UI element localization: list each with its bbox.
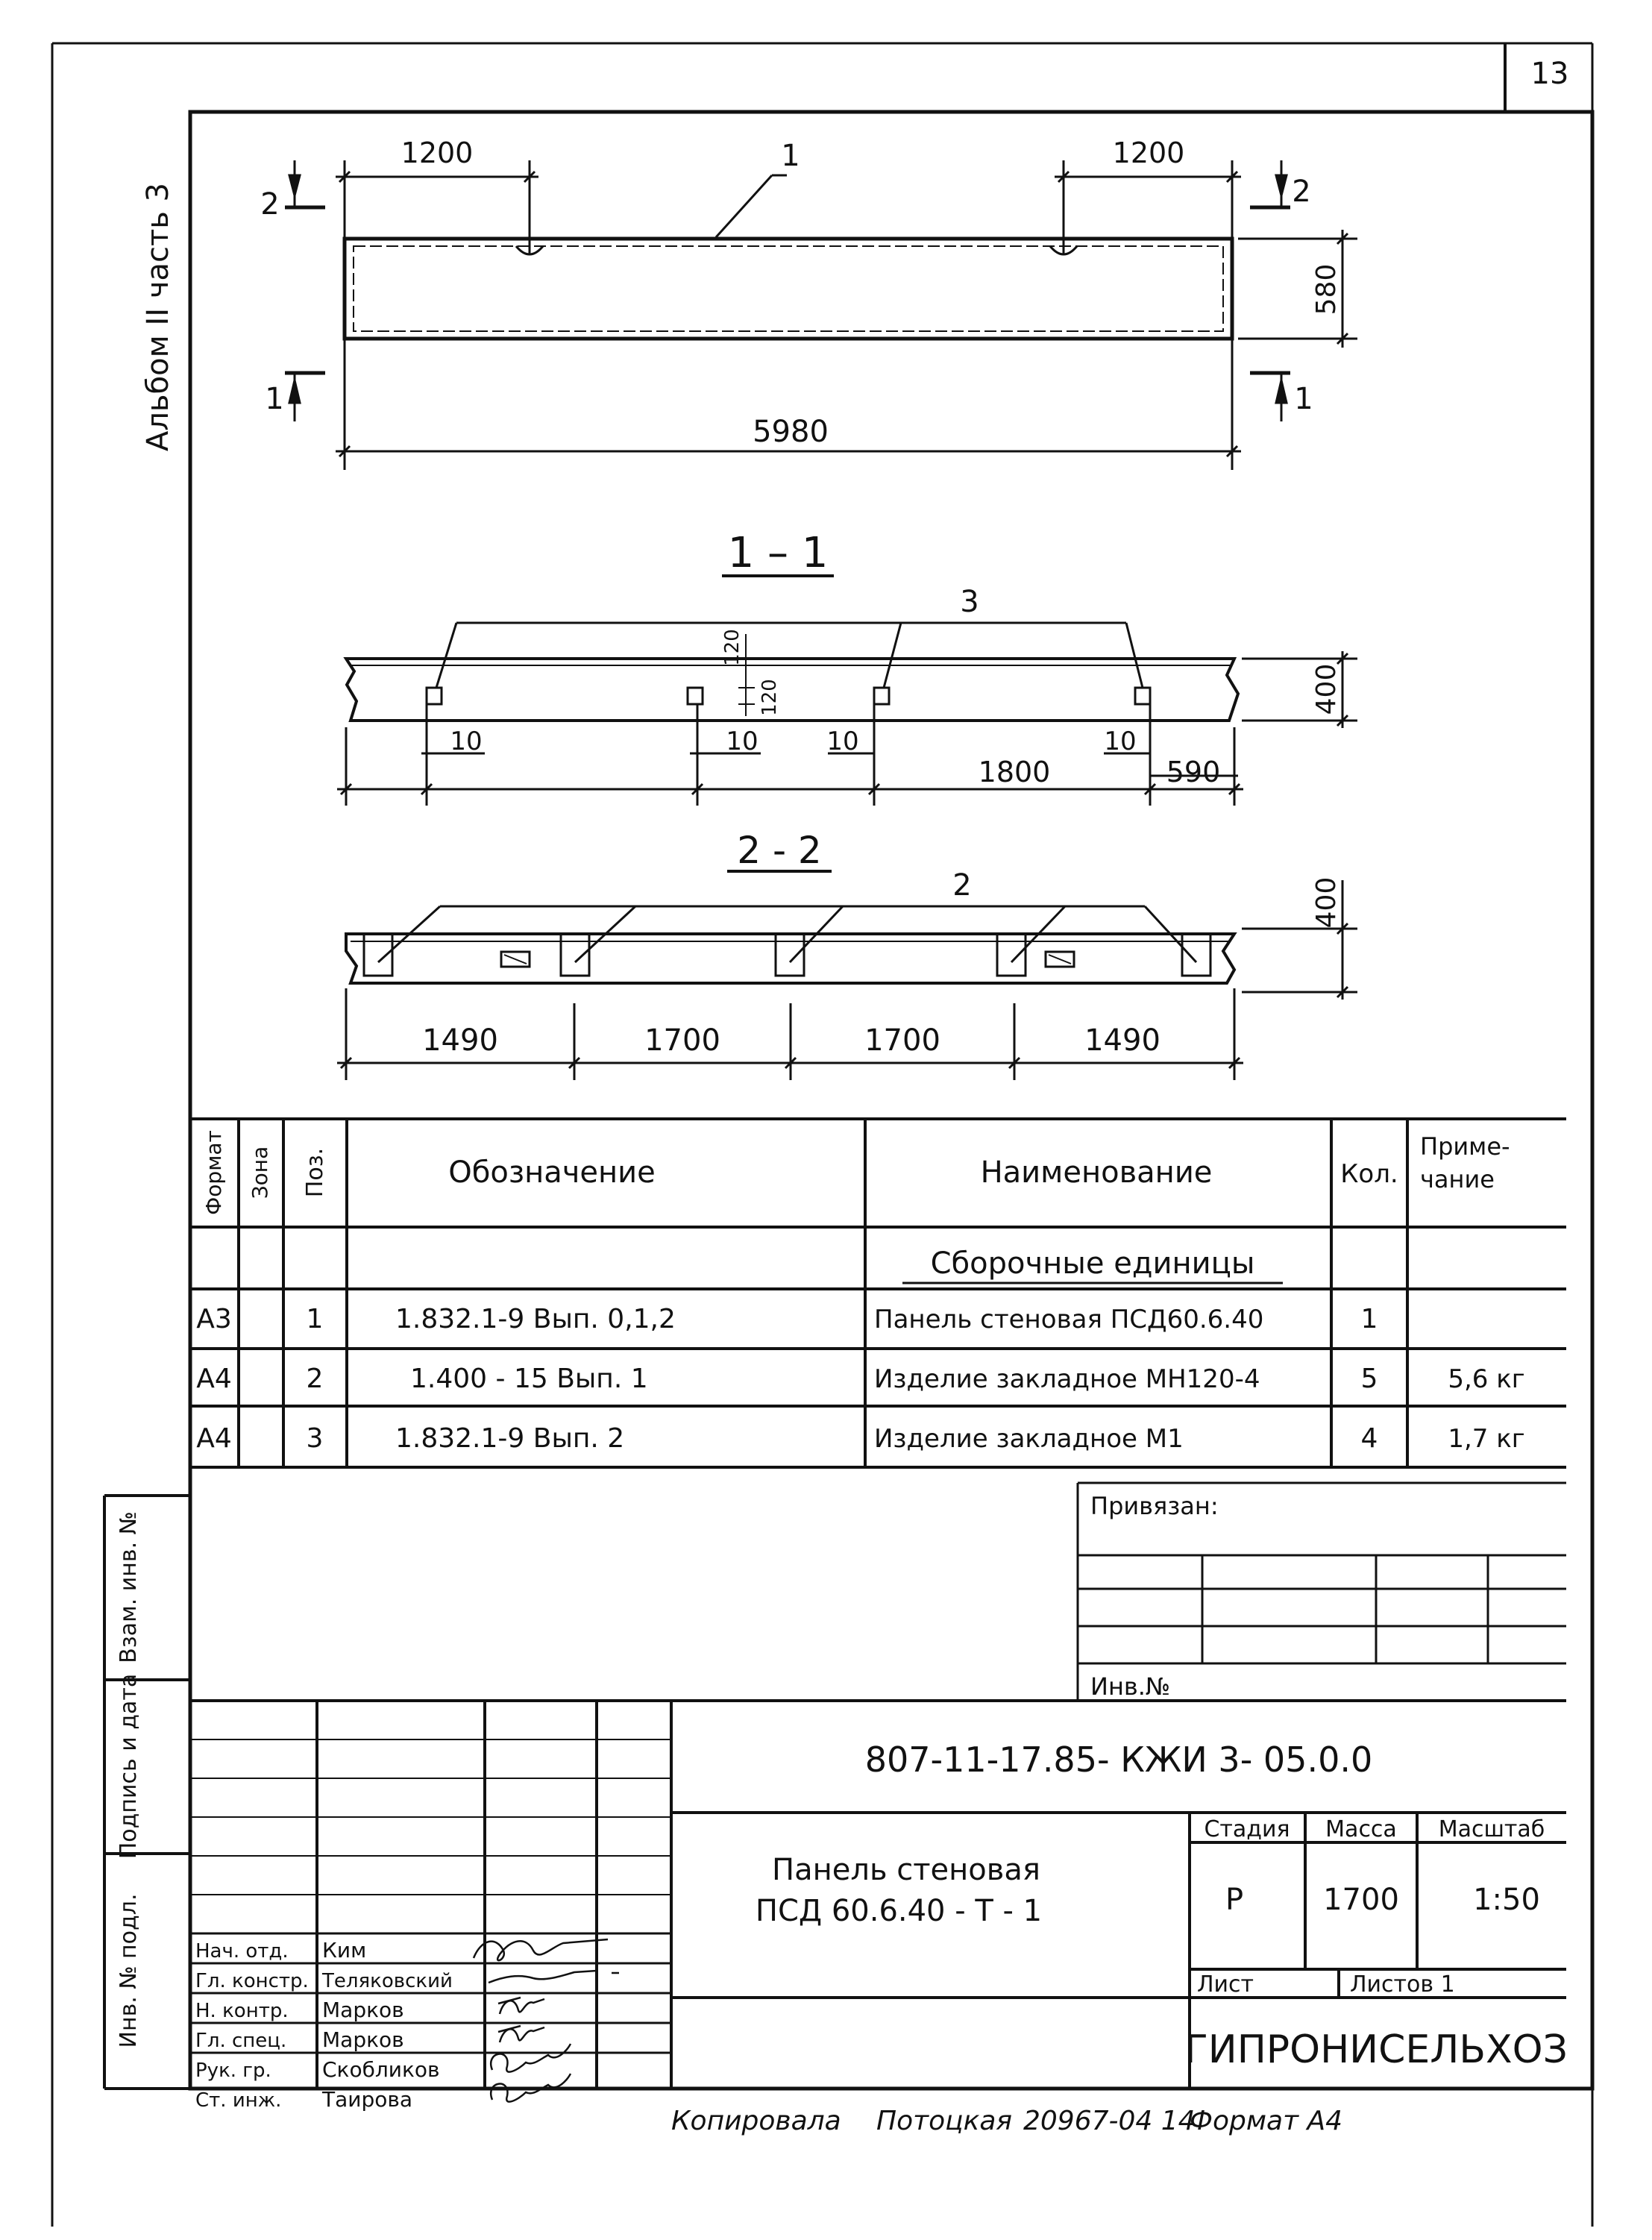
header-designation: Обозначение (448, 1155, 656, 1190)
doc-number: 20967-04 14 (1023, 2106, 1196, 2136)
mass-value: 1700 (1323, 1883, 1399, 1917)
dim-400-section-2: 400 (1311, 876, 1342, 929)
dim-10-b: 10 (726, 727, 759, 756)
sheet-label: Лист (1197, 1971, 1254, 1998)
dim-length-5980: 5980 (753, 415, 829, 449)
dim-10-d: 10 (1104, 727, 1137, 756)
dim-1490-right: 1490 (1084, 1023, 1161, 1058)
dim-right-1200: 1200 (1112, 137, 1185, 169)
row3-name: Изделие закладное М1 (874, 1424, 1184, 1454)
sig-name-1: Ким (322, 1938, 367, 1963)
vzam-inv-label: Взам. инв. № (116, 1511, 142, 1663)
sig-name-6: Таирова (322, 2087, 413, 2112)
dim-left-1200: 1200 (401, 137, 474, 169)
organization-name: ГИПРОНИСЕЛЬХОЗ (1184, 2027, 1568, 2072)
row3-qty: 4 (1360, 1423, 1378, 1454)
row2-format: А4 (196, 1364, 232, 1394)
document-code: 807-11-17.85- КЖИ 3- 05.0.0 (864, 1739, 1373, 1780)
header-name: Наименование (980, 1155, 1213, 1190)
row1-name: Панель стеновая ПСД60.6.40 (874, 1305, 1264, 1334)
scale-value: 1:50 (1473, 1883, 1540, 1917)
title-block-text (195, 1739, 1568, 2112)
sig-role-5: Рук. гр. (195, 2059, 271, 2082)
row1-designation: 1.832.1-9 Вып. 0,1,2 (395, 1304, 676, 1334)
sig-name-5: Скобликов (322, 2057, 440, 2082)
row3-designation: 1.832.1-9 Вып. 2 (395, 1423, 625, 1454)
pos-2-label: 2 (952, 868, 972, 903)
inv-podl-label: Инв. № подл. (116, 1893, 142, 2048)
dim-1800: 1800 (978, 756, 1051, 788)
cut-2-left: 2 (260, 187, 280, 222)
inv-number-label: Инв.№ (1090, 1672, 1171, 1701)
scale-header: Масштаб (1438, 1816, 1545, 1842)
plan-view-labels (260, 137, 1342, 449)
format-label: Формат А4 (1190, 2106, 1343, 2136)
row2-qty: 5 (1360, 1364, 1378, 1394)
cut-2-right: 2 (1292, 175, 1311, 209)
row1-qty: 1 (1360, 1304, 1378, 1334)
dim-590: 590 (1166, 756, 1221, 788)
dim-1700-left: 1700 (644, 1023, 720, 1058)
stage-header: Стадия (1204, 1816, 1290, 1842)
signature-markov-2 (498, 2026, 544, 2042)
dim-120-bottom: 120 (759, 679, 781, 716)
sheets-label: Листов 1 (1350, 1971, 1455, 1998)
header-format: Формат (201, 1130, 226, 1215)
sig-name-3: Марков (322, 1998, 404, 2022)
sig-role-4: Гл. спец. (195, 2030, 287, 2052)
copied-by: Потоцкая (876, 2106, 1013, 2136)
signature-skoblikov (491, 2044, 571, 2072)
stage-value: Р (1225, 1883, 1244, 1917)
dim-120-top: 120 (721, 629, 744, 666)
copied-label: Копировала (671, 2106, 841, 2136)
pos-1-label: 1 (781, 139, 800, 173)
header-zone: Зона (248, 1146, 272, 1199)
album-label: Альбом II часть 3 (141, 182, 175, 452)
sig-name-4: Марков (322, 2027, 404, 2052)
signature-markov-1 (498, 1998, 544, 2014)
dim-1700-right: 1700 (864, 1023, 940, 1058)
signature-telyakovsky (489, 1971, 619, 1983)
section-title-assembly-units: Сборочные единицы (930, 1246, 1255, 1281)
dim-10-c: 10 (826, 727, 859, 756)
sig-role-3: Н. контр. (195, 2000, 289, 2022)
sheet-number: 13 (1530, 57, 1569, 91)
dim-1490-left: 1490 (422, 1023, 498, 1058)
dim-10-a: 10 (450, 727, 483, 756)
header-note: Приме- чание (1420, 1132, 1510, 1193)
section-1-1-title: 1 – 1 (727, 529, 829, 577)
row2-name: Изделие закладное МН120-4 (874, 1364, 1260, 1394)
header-qty: Кол. (1340, 1159, 1398, 1189)
cut-1-left: 1 (265, 382, 284, 416)
sig-role-1: Нач. отд. (195, 1940, 289, 1963)
cut-1-right: 1 (1294, 382, 1313, 416)
podpis-data-label: Подпись и дата (116, 1673, 142, 1860)
title-name-line1: Панель стеновая (772, 1853, 1040, 1887)
side-labels (116, 183, 175, 2048)
header-pos: Поз. (302, 1147, 328, 1198)
row3-note: 1,7 кг (1448, 1424, 1525, 1454)
signature-kim (474, 1939, 608, 1960)
row2-note: 5,6 кг (1448, 1364, 1525, 1394)
dim-400-section-1: 400 (1311, 663, 1342, 715)
row3-pos: 3 (306, 1423, 324, 1454)
sig-role-6: Ст. инж. (195, 2089, 282, 2112)
sig-name-2: Теляковский (322, 1970, 453, 1992)
dim-height-580: 580 (1311, 263, 1342, 316)
section-2-2-title: 2 - 2 (737, 829, 822, 872)
privyazan-label: Привязан: (1090, 1492, 1219, 1520)
row1-format: А3 (196, 1304, 232, 1334)
title-name-line2: ПСД 60.6.40 - Т - 1 (755, 1894, 1043, 1928)
mass-header: Масса (1325, 1816, 1397, 1842)
row3-format: А4 (196, 1423, 232, 1454)
row1-pos: 1 (306, 1304, 324, 1334)
pos-3-label: 3 (960, 585, 979, 619)
row2-pos: 2 (306, 1364, 324, 1394)
sig-role-2: Гл. констр. (195, 1970, 309, 1992)
footer (671, 2106, 1342, 2136)
row2-designation: 1.400 - 15 Вып. 1 (410, 1364, 648, 1394)
